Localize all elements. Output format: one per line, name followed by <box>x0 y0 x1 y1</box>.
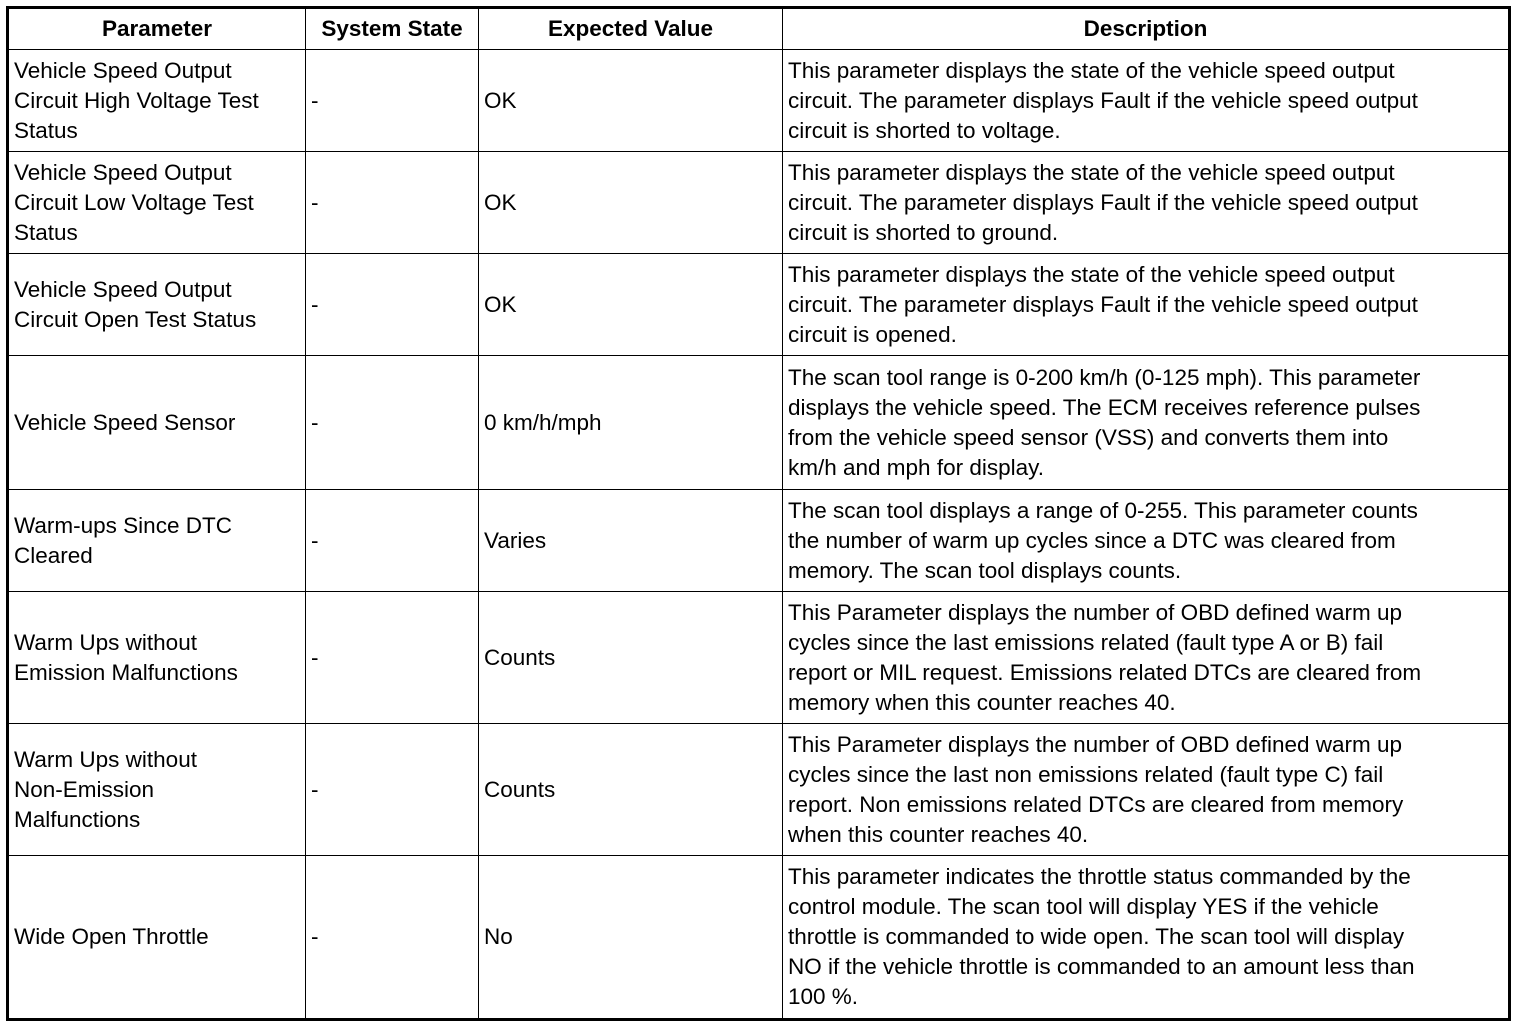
parameter-line: Circuit Low Voltage Test <box>14 189 254 215</box>
table-row <box>8 356 1510 490</box>
expected-value-cell: OK <box>479 152 783 254</box>
description-line: report or MIL request. Emissions related DTCs are cleared from <box>788 659 1422 685</box>
system-state-cell: - <box>306 592 479 724</box>
parameter-line: Vehicle Speed Output <box>14 57 232 83</box>
system-state-cell: - <box>306 490 479 592</box>
description-line: circuit. The parameter displays Fault if the vehicle speed output <box>788 87 1418 113</box>
parameter-line: Warm Ups without <box>14 746 197 772</box>
parameter-line: Status <box>14 219 78 245</box>
table-row <box>8 856 1510 1020</box>
header-parameter: Parameter <box>8 8 306 50</box>
description-cell <box>783 856 1510 1020</box>
description-line: NO if the vehicle throttle is commanded to an amount less than <box>788 954 1415 979</box>
description-line: This parameter displays the state of the vehicle speed output <box>788 159 1395 185</box>
description-line: circuit is shorted to ground. <box>788 219 1059 245</box>
description-line: when this counter reaches 40. <box>788 821 1089 847</box>
description-cell <box>783 254 1510 356</box>
table-row <box>8 50 1510 152</box>
description-cell <box>783 490 1510 592</box>
expected-value-cell: No <box>479 856 783 1020</box>
parameter-line: Status <box>14 117 78 143</box>
expected-value-cell: OK <box>479 50 783 152</box>
description-cell <box>783 50 1510 152</box>
parameter-cell <box>8 856 306 1020</box>
system-state-cell: - <box>306 254 479 356</box>
parameter-line: Vehicle Speed Sensor <box>14 409 236 435</box>
table-row <box>8 490 1510 592</box>
system-state-cell: - <box>306 152 479 254</box>
parameter-cell <box>8 592 306 724</box>
system-state-cell: - <box>306 724 479 856</box>
table-row <box>8 592 1510 724</box>
description-line: This Parameter displays the number of OBD defined warm up <box>788 731 1403 757</box>
expected-value-cell: Counts <box>479 592 783 724</box>
parameter-line: Vehicle Speed Output <box>14 159 232 185</box>
table-row <box>8 152 1510 254</box>
description-line: The scan tool displays a range of 0-255. This parameter counts <box>788 497 1418 523</box>
expected-value-cell: OK <box>479 254 783 356</box>
header-description: Description <box>783 8 1510 50</box>
parameter-line: Circuit High Voltage Test <box>14 87 259 113</box>
table-body <box>8 50 1510 1020</box>
parameter-cell <box>8 490 306 592</box>
parameter-cell <box>8 254 306 356</box>
system-state-cell: - <box>306 856 479 1020</box>
table-row <box>8 254 1510 356</box>
description-line: memory when this counter reaches 40. <box>788 689 1176 715</box>
description-line: circuit is shorted to voltage. <box>788 117 1061 143</box>
description-line: This parameter displays the state of the vehicle speed output <box>788 57 1395 83</box>
table-row <box>8 724 1510 856</box>
system-state-cell: - <box>306 50 479 152</box>
expected-value-cell: Varies <box>479 490 783 592</box>
description-line: This parameter indicates the throttle status commanded by the <box>788 864 1411 889</box>
parameter-line: Malfunctions <box>14 806 141 832</box>
parameter-line: Non-Emission <box>14 776 155 802</box>
parameter-line: Cleared <box>14 542 93 568</box>
description-line: cycles since the last emissions related (fault type A or B) fail <box>788 629 1384 655</box>
header-system-state: System State <box>306 8 479 50</box>
description-line: throttle is commanded to wide open. The scan tool will display <box>788 924 1405 949</box>
description-line: This Parameter displays the number of OBD defined warm up <box>788 599 1403 625</box>
description-line: control module. The scan tool will display YES if the vehicle <box>788 894 1379 919</box>
description-line: from the vehicle speed sensor (VSS) and converts them into <box>788 424 1389 450</box>
description-line: The scan tool range is 0-200 km/h (0-125 mph). This parameter <box>788 364 1421 390</box>
parameter-table <box>6 6 1511 1021</box>
header-expected-value: Expected Value <box>479 8 783 50</box>
parameter-cell <box>8 50 306 152</box>
description-cell <box>783 724 1510 856</box>
parameter-line: Warm-ups Since DTC <box>14 512 232 538</box>
description-line: circuit. The parameter displays Fault if the vehicle speed output <box>788 291 1418 317</box>
description-line: 100 %. <box>788 984 859 1009</box>
header-row <box>8 8 1510 50</box>
description-line: This parameter displays the state of the vehicle speed output <box>788 261 1395 287</box>
description-line: memory. The scan tool displays counts. <box>788 557 1182 583</box>
description-cell <box>783 356 1510 490</box>
parameter-cell <box>8 356 306 490</box>
expected-value-cell: Counts <box>479 724 783 856</box>
description-line: displays the vehicle speed. The ECM receives reference pulses <box>788 394 1421 420</box>
description-line: cycles since the last non emissions related (fault type C) fail <box>788 761 1384 787</box>
parameter-line: Wide Open Throttle <box>14 924 209 949</box>
parameter-cell <box>8 152 306 254</box>
description-line: the number of warm up cycles since a DTC was cleared from <box>788 527 1396 553</box>
parameter-line: Emission Malfunctions <box>14 659 238 685</box>
description-cell <box>783 152 1510 254</box>
description-line: circuit. The parameter displays Fault if the vehicle speed output <box>788 189 1418 215</box>
description-line: report. Non emissions related DTCs are cleared from memory <box>788 791 1404 817</box>
description-line: km/h and mph for display. <box>788 454 1044 480</box>
parameter-cell <box>8 724 306 856</box>
parameter-line: Vehicle Speed Output <box>14 276 232 302</box>
parameter-line: Circuit Open Test Status <box>14 306 257 332</box>
parameter-line: Warm Ups without <box>14 629 197 655</box>
description-cell <box>783 592 1510 724</box>
description-line: circuit is opened. <box>788 321 957 347</box>
system-state-cell: - <box>306 356 479 490</box>
expected-value-cell: 0 km/h/mph <box>479 356 783 490</box>
